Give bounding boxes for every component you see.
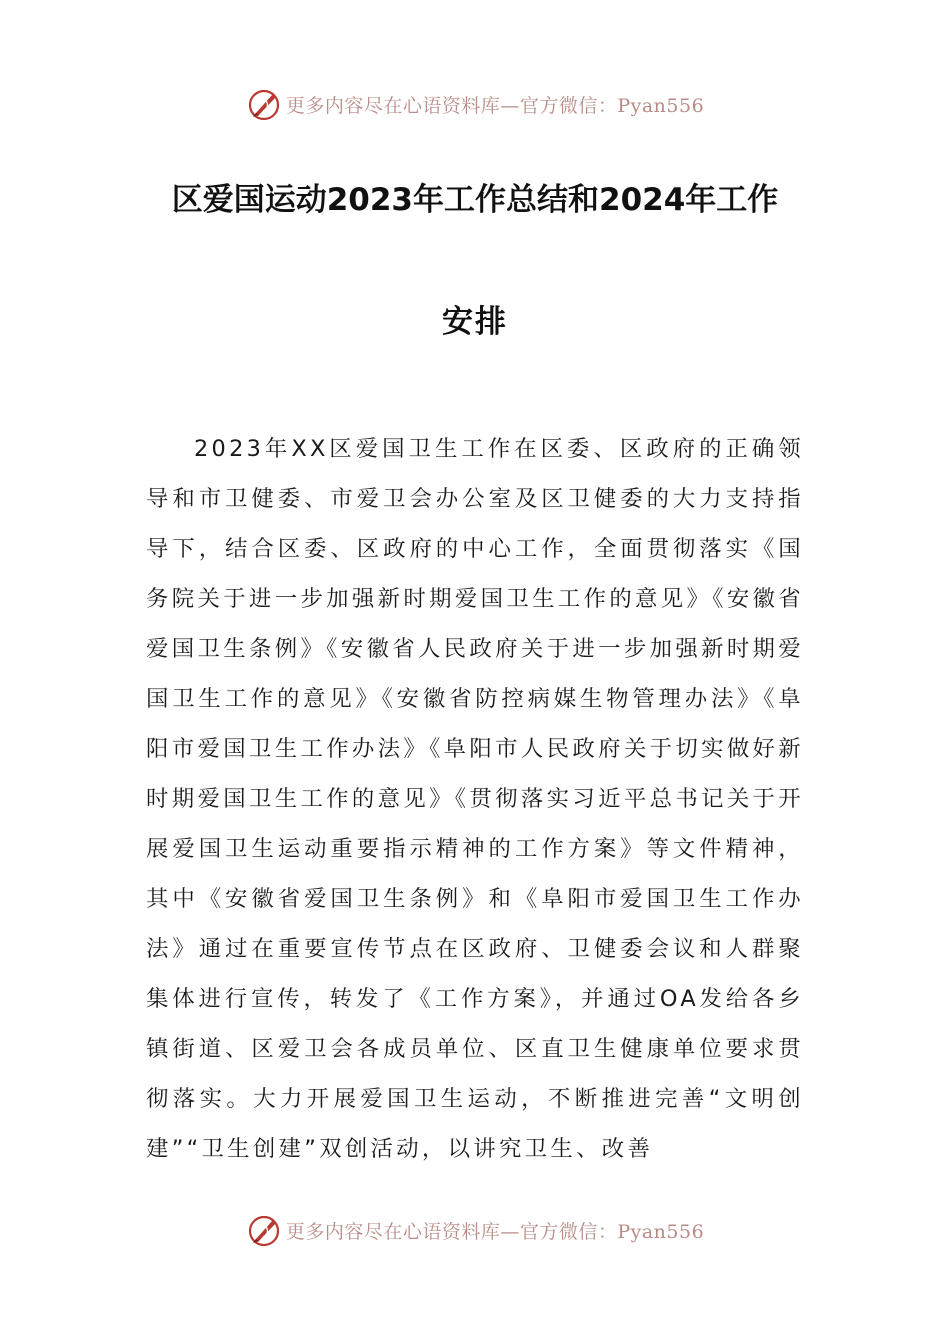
watermark-banner-top — [0, 84, 950, 124]
quill-logo-icon — [246, 86, 282, 122]
document-title-continued: 安排 — [442, 304, 508, 340]
watermark-text: 更多内容尽在心语资料库—官方微信：Pyan556 — [285, 1220, 705, 1243]
quill-logo-icon — [246, 1212, 282, 1248]
watermark-banner-bottom — [0, 1210, 950, 1250]
body-paragraph: 2023年XX区爱国卫生工作在区委、区政府的正确领导和市卫健委、市爱卫会办公室及区卫健委的大力支持指导下，结合区委、区政府的中心工作，全面贯彻落实《国务院关于进一步加强新时期爱国卫生工作的意见》《安徽省爱国卫生条例》《安徽省人民政府关于进一步加强新时期爱国卫生工作的意见》《安徽省防控病媒生物管理办法》《阜阳市爱国卫生工作办法》《阜阳市人民政府关于切实做好新时期爱国卫生工作的意见》《贯彻落实习近平总书记关于开展爱国卫生运动重要指示精神的工作方案》等文件精神，其中《安徽省爱国卫生条例》和《阜阳市爱国卫生工作办法》通过在重要宣传节点在区政府、卫健委会议和人群聚集体进行宣传，转发了《工作方案》，并通过OA发给各乡镇街道、区爱卫会各成员单位、区直卫生健康单位要求贯彻落实。大力开展爱国卫生运动，不断推进完善“文明创建”“卫生创建”双创活动，以讲究卫生、改善 — [146, 436, 804, 1162]
document-title: 区爱国运动2023年工作总结和2024年工作 — [171, 182, 779, 218]
watermark-text: 更多内容尽在心语资料库—官方微信：Pyan556 — [285, 94, 705, 117]
